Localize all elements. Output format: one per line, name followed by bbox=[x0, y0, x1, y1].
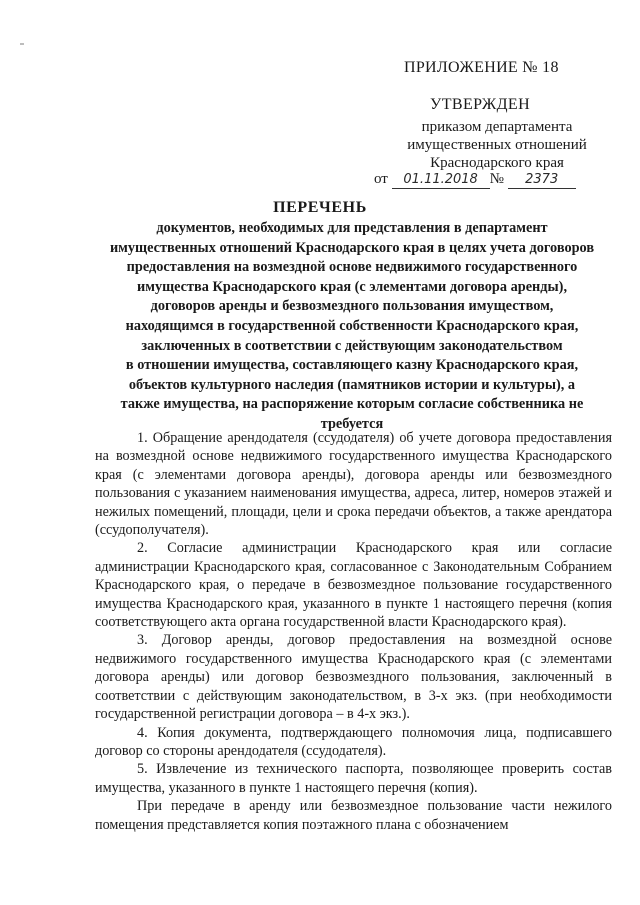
order-line-3: Краснодарского края bbox=[430, 155, 564, 171]
handwritten-number: 2373 bbox=[508, 172, 576, 189]
handwritten-date: 01.11.2018 bbox=[392, 172, 490, 189]
paragraph-6: При передаче в аренду или безвозмездное пользование части нежилого помещения представляется копия поэтажного плана с обозначением bbox=[95, 798, 612, 833]
document-subtitle bbox=[92, 219, 612, 435]
date-prefix: от bbox=[374, 171, 388, 187]
subtitle-line: договоров аренды и безвозмездного пользования имуществом, bbox=[150, 298, 554, 315]
scan-speck bbox=[20, 43, 24, 45]
paragraph-4: 4. Копия документа, подтверждающего полномочия лица, подписавшего договор со стороны арендодателя (ссудодателя). bbox=[95, 724, 612, 759]
paragraph-1: 1. Обращение арендодателя (ссудодателя) об учете договора предоставления на возмездной основе недвижимого государственного имущества Краснодарского края (с элементами договора аренды), договора аренды или безвозмездного пользования с указанием наименования имущества, адреса, литер, номеров этажей и нежилых помещений, площади, цели и срока передачи объектов, а также арендатора (ссудополучателя). bbox=[95, 430, 612, 539]
number-prefix: № bbox=[489, 171, 504, 187]
order-line-2: имущественных отношений bbox=[407, 137, 587, 153]
subtitle-line: предоставления на возмездной основе недвижимого государственного bbox=[126, 259, 578, 276]
paragraph-3: 3. Договор аренды, договор предоставления на возмездной основе недвижимого государственного имущества Краснодарского края (с элементами договора аренды) или договор безвозмездного пользования, заключенный в соответствии с действующим законодательством, в 3-х экз. (при необходимости государственной регистрации договора – в 4-х экз.). bbox=[95, 632, 612, 723]
paragraph-2: 2. Согласие администрации Краснодарского края или согласие администрации Краснодарского края, согласованное с Законодательным Собранием Краснодарского края, о передаче в безвозмездное пользование государственного имущества Краснодарского края, указанного в пункте 1 настоящего перечня (копия соответствующего акта органа государственной власти Краснодарского края). bbox=[95, 540, 612, 631]
subtitle-line: также имущества, на распоряжение которым согласие собственника не bbox=[120, 396, 584, 413]
subtitle-line: имущества Краснодарского края (с элементами договора аренды), bbox=[136, 278, 568, 295]
order-line-1: приказом департамента bbox=[421, 119, 573, 135]
order-date-number-line bbox=[374, 170, 634, 189]
appendix-number: ПРИЛОЖЕНИЕ № 18 bbox=[404, 59, 559, 76]
document-title: ПЕРЕЧЕНЬ bbox=[273, 199, 367, 216]
paragraph-5: 5. Извлечение из технического паспорта, позволяющее проверить состав имущества, указанного в пункте 1 настоящего перечня (копия). bbox=[95, 761, 612, 796]
subtitle-line: находящимся в государственной собственности Краснодарского края, bbox=[125, 317, 579, 334]
subtitle-line: объектов культурного наследия (памятников истории и культуры), а bbox=[128, 376, 576, 393]
subtitle-line: в отношении имущества, составляющего казну Краснодарского края, bbox=[125, 357, 579, 374]
subtitle-line: требуется bbox=[320, 415, 384, 432]
approved-heading: УТВЕРЖДЕН bbox=[430, 96, 531, 113]
document-body bbox=[95, 429, 612, 834]
subtitle-line: документов, необходимых для представления в департамент bbox=[156, 220, 548, 236]
subtitle-line: заключенных в соответствии с действующим законодательством bbox=[141, 337, 563, 354]
subtitle-line: имущественных отношений Краснодарского края в целях учета договоров bbox=[109, 239, 595, 256]
